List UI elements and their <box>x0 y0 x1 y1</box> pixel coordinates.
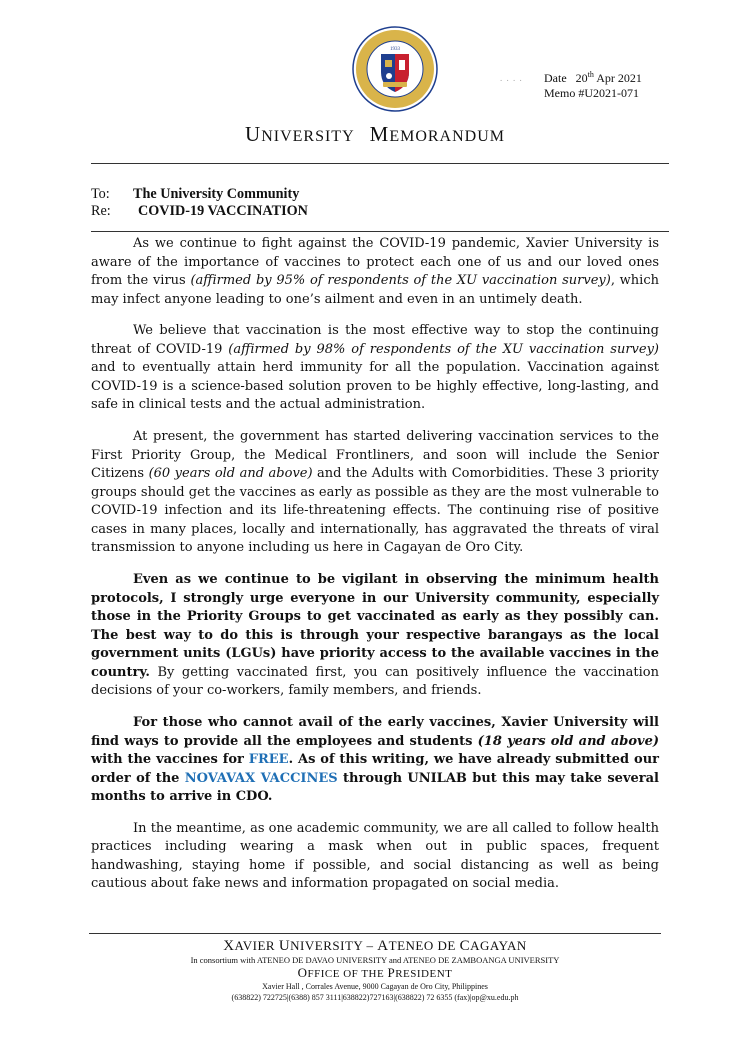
footer-address: Xavier Hall , Corrales Avenue, 9000 Cagayan de Oro City, Philippines <box>262 982 488 991</box>
footer <box>0 938 750 1003</box>
date-label: Date <box>544 71 567 85</box>
p5-free: FREE <box>248 752 289 768</box>
footer-university-name: XAVIER UNIVERSITY – ATENEO DE CAGAYAN <box>223 938 527 954</box>
seal-year: 1933 <box>390 47 400 52</box>
p2-italic: (affirmed by 98% of respondents of the XU vaccination survey) <box>228 341 660 357</box>
p5-italic: (18 years old and above) <box>477 733 659 749</box>
p5-text-end: through UNILAB but this may take several months to arrive in CDO. <box>91 770 659 805</box>
p4-text: By getting vaccinated first, you can positively influence the vaccination decisions of your co-workers, family members, and friends. <box>91 664 659 699</box>
re-label: Re: <box>91 203 111 219</box>
re-row <box>91 203 308 220</box>
to-row <box>91 186 308 203</box>
paragraph-5 <box>91 714 659 807</box>
p3-italic: (60 years old and above) <box>148 466 313 482</box>
p5-text-3: . As of this writing, we have already submitted our order of the <box>91 752 659 786</box>
p1-text-end: , which may infect anyone leading to one’s ailment and even in an untimely death. <box>91 273 659 307</box>
p1-italic: (affirmed by 95% of respondents of the XU vaccination survey) <box>190 273 611 288</box>
p3-text-end: and the Adults with Comorbidities. These 3 priority groups should get the vaccines as early as possible as they are the most vulnerable to COVID-19 infection and its life-threatening effects. The continuing rise of positive cases in many places, locally and internationally, has aggravated the threats of viral transmission to anyone including us here in Cagayan de Oro City. <box>91 466 660 556</box>
memo-label: Memo # <box>544 86 585 100</box>
footer-contacts: (638822) 722725|(6388) 857 3111|638822)727163|(638822) 72 6355 (fax)|op@xu.edu.ph <box>231 993 519 1002</box>
memo-body <box>91 235 659 907</box>
p6-text: In the meantime, as one academic community, we are all called to follow health practices including wearing a mask when out in public spaces, frequent handwashing, staying home if possible, and social distancing as well as being cautious about fake news and information propagated on social media. <box>91 820 659 892</box>
p1-text: As we continue to fight against the COVID-19 pandemic, Xavier University is aware of the importance of vaccines to protect each one of us and our loved ones from the virus <box>91 236 659 288</box>
title-initial-u: U <box>245 122 262 146</box>
header-dots: . . . . <box>500 73 523 83</box>
p4-bold: Even as we continue to be vigilant in observing the minimum health protocols, I strongly urge everyone in our University community, especially those in the Priority Groups to get vaccinated as early as they possibly can. The best way to do this is through your respective barangays as the local government units (LGUs) have priority access to the available vaccines in the country. <box>91 572 659 680</box>
paragraph-3 <box>91 428 659 558</box>
date-day: 20 <box>575 71 588 85</box>
footer-consortium: In consortium with ATENEO DE DAVAO UNIVERSITY and ATENEO DE ZAMBOANGA UNIVERSITY <box>190 955 560 965</box>
re-value: COVID-19 VACCINATION <box>138 203 308 219</box>
title-word-memorandum: EMORANDUM <box>389 128 505 145</box>
memo-title <box>0 122 750 147</box>
date-suffix: th <box>587 70 594 79</box>
paragraph-4 <box>91 571 659 701</box>
footer-divider <box>89 933 661 934</box>
paragraph-2 <box>91 322 659 415</box>
p2-text: We believe that vaccination is the most effective way to stop the continuing threat of COVID-19 <box>91 323 659 357</box>
title-divider <box>91 163 669 164</box>
address-divider <box>91 231 669 232</box>
p3-text: At present, the government has started delivering vaccination services to the First Priority Group, the Medical Frontliners, and soon will include the Senior Citizens <box>91 429 659 482</box>
to-value: The University Community <box>133 186 300 202</box>
memo-number: U2021-071 <box>584 86 640 100</box>
address-block <box>91 186 308 220</box>
title-word-university: NIVERSITY <box>261 128 355 145</box>
date-rest: Apr 2021 <box>596 71 642 85</box>
memo-line <box>544 86 642 101</box>
date-line <box>544 71 642 86</box>
p5-text: For those who cannot avail of the early vaccines, Xavier University will find ways to provide all the employees and students <box>91 715 659 749</box>
p5-novavax: NOVAVAX VACCINES <box>184 770 338 786</box>
paragraph-6 <box>91 820 659 894</box>
memo-meta <box>544 71 642 101</box>
p2-text-end: and to eventually attain herd immunity for all the population. Vaccination against COVID-19 is a science-based solution proven to be highly effective, long-lasting, and safe in clinical tests and the actual administration. <box>91 360 659 413</box>
university-seal-logo <box>352 26 438 112</box>
to-label: To: <box>91 186 110 202</box>
paragraph-1 <box>91 235 659 309</box>
p5-text-2: with the vaccines for <box>91 752 249 768</box>
title-initial-m: M <box>369 122 390 146</box>
footer-office: OFFICE OF THE PRESIDENT <box>297 965 453 980</box>
